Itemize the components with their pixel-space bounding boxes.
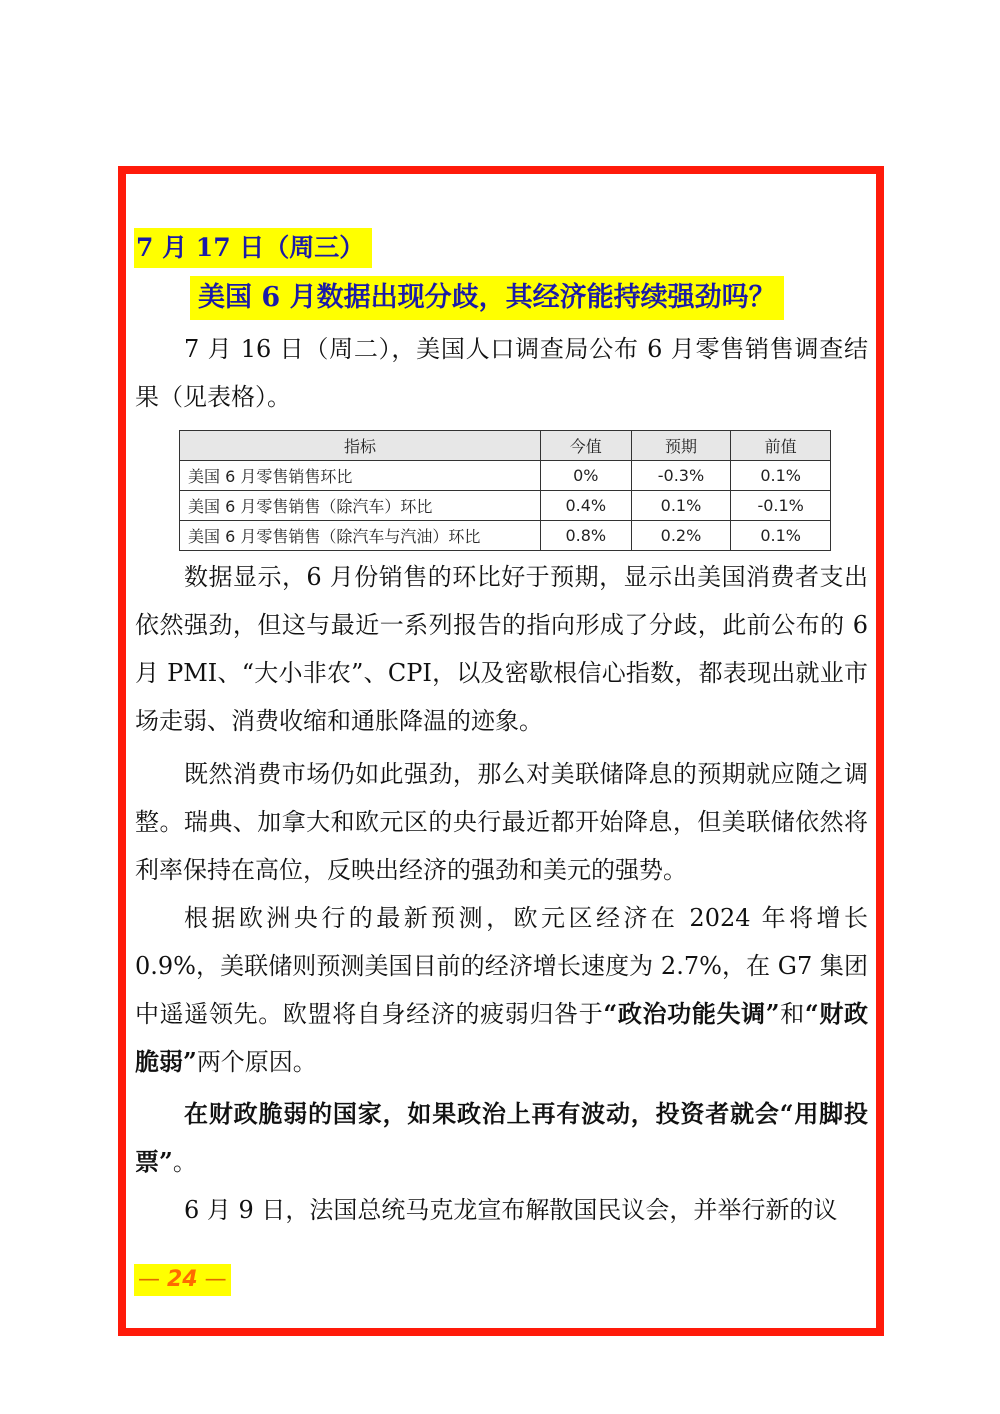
table-row	[180, 521, 831, 551]
conjunction-text: 和	[779, 1000, 805, 1028]
paragraph-france: 6 月 9 日，法国总统马克龙宣布解散国民议会，并举行新的议	[184, 1196, 838, 1224]
header-previous: 前值	[731, 431, 831, 461]
page-dash-left: —	[138, 1267, 160, 1292]
cell-forecast: -0.3%	[631, 461, 731, 491]
growth-forecast-text: 根据欧洲央行的最新预测，欧元区经济在 2024 年将增长 0.9%，美联储则预测美国目前的经济增长速度为 2.7%，在 G7 集团中遥遥领先。欧盟将自身经济的疲弱归咎于	[135, 904, 868, 1028]
cell-previous: 0.1%	[731, 521, 831, 551]
cell-indicator: 美国 6 月零售销售环比	[180, 461, 541, 491]
cell-indicator: 美国 6 月零售销售（除汽车）环比	[180, 491, 541, 521]
cell-forecast: 0.1%	[631, 491, 731, 521]
page-number-value: 24	[167, 1267, 198, 1292]
paragraph-intro: 7 月 16 日（周二），美国人口调查局公布 6 月零售销售调查结果（见表格）。	[135, 335, 868, 411]
emphasis-political-dysfunction: “政治功能失调”	[603, 999, 780, 1028]
emphasis-investor-vote: 在财政脆弱的国家，如果政治上再有波动，投资者就会“用脚投票”	[135, 1099, 868, 1176]
table-row	[180, 491, 831, 521]
header-indicator: 指标	[180, 431, 541, 461]
page-number	[134, 1264, 231, 1296]
cell-previous: -0.1%	[731, 491, 831, 521]
growth-forecast-tail: 两个原因。	[196, 1048, 317, 1076]
date-heading: 7 月 17 日（周三）	[134, 228, 372, 268]
paragraph-rate-expectations: 既然消费市场仍如此强劲，那么对美联储降息的预期就应随之调整。瑞典、加拿大和欧元区的央行最近都开始降息，但美联储依然将利率保持在高位，反映出经济的强劲和美元的强势。	[135, 760, 868, 884]
cell-actual: 0.4%	[541, 491, 632, 521]
paragraph-growth-forecast	[135, 894, 868, 1086]
page-dash-right: —	[204, 1267, 227, 1292]
retail-sales-table	[179, 430, 831, 551]
cell-indicator: 美国 6 月零售销售（除汽车与汽油）环比	[180, 521, 541, 551]
table-row	[180, 461, 831, 491]
cell-forecast: 0.2%	[631, 521, 731, 551]
header-actual: 今值	[541, 431, 632, 461]
header-forecast: 预期	[631, 431, 731, 461]
cell-actual: 0.8%	[541, 521, 632, 551]
article-title: 美国 6 月数据出现分歧，其经济能持续强劲吗？	[190, 276, 784, 320]
emphasis-fiscal-fragility: “财政脆弱”	[135, 999, 869, 1076]
paragraph-investor-vote	[135, 1090, 868, 1186]
investor-vote-period: 。	[172, 1148, 197, 1176]
table-header-row	[180, 431, 831, 461]
paragraph-data-analysis: 数据显示，6 月份销售的环比好于预期，显示出美国消费者支出依然强劲，但这与最近一系列报告的指向形成了分歧，此前公布的 6 月 PMI、“大小非农”、CPI，以及密歇根信心指数，都表现出就业市场走弱、消费收缩和通胀降温的迹象。	[135, 563, 868, 735]
cell-actual: 0%	[541, 461, 632, 491]
cell-previous: 0.1%	[731, 461, 831, 491]
